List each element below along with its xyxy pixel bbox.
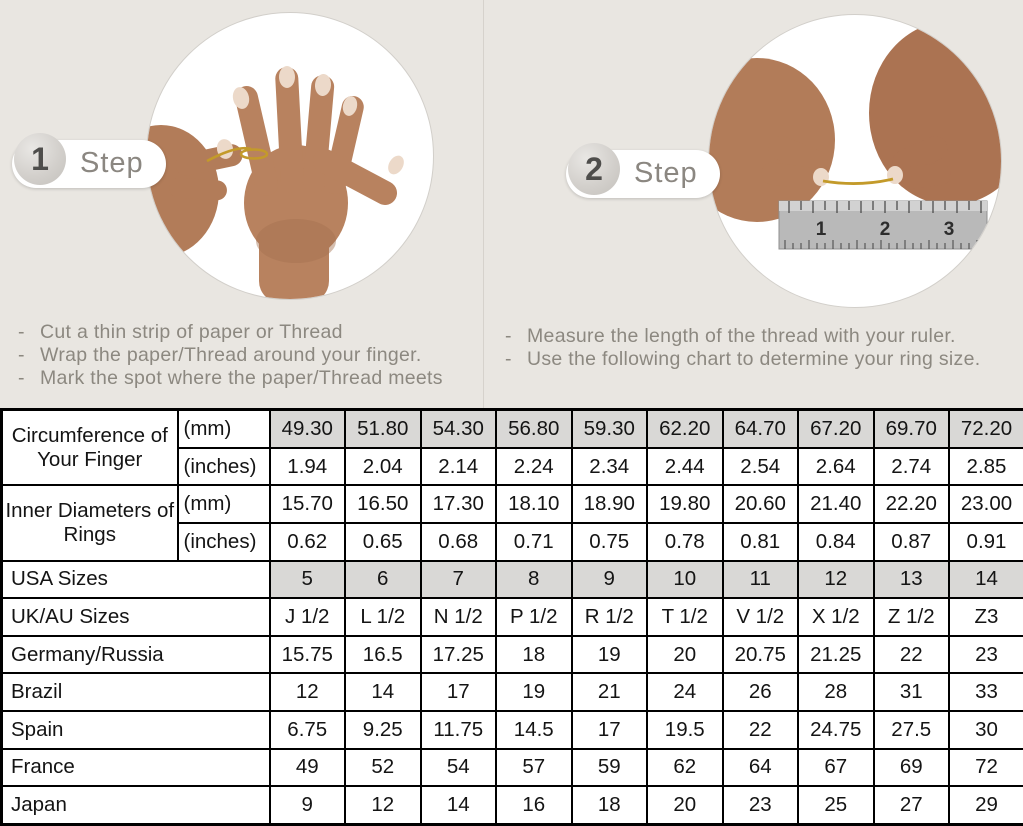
table-cell: 22 — [874, 636, 950, 674]
table-cell: 20.75 — [723, 636, 799, 674]
ring-size-conversion-table — [0, 408, 1023, 826]
table-cell: J 1/2 — [270, 598, 346, 636]
table-cell: 69.70 — [874, 410, 950, 448]
table-cell: 15.70 — [270, 485, 346, 523]
table-cell: 17.25 — [421, 636, 497, 674]
table-cell: 72.20 — [949, 410, 1023, 448]
table-cell: 0.81 — [723, 523, 799, 561]
step1-number-circle: 1 — [14, 133, 66, 185]
table-cell: 25 — [798, 786, 874, 824]
table-row — [2, 561, 1023, 599]
table-cell: 64 — [723, 749, 799, 787]
step2-instructions — [505, 325, 980, 371]
row-unit-label: (mm) — [178, 410, 270, 448]
table-cell: 7 — [421, 561, 497, 599]
table-cell: 14 — [421, 786, 497, 824]
dash-bullet: - — [18, 344, 25, 366]
step1-badge — [12, 140, 166, 188]
table-cell: 72 — [949, 749, 1023, 787]
table-cell: 2.34 — [572, 448, 648, 486]
instruction-line — [505, 325, 980, 348]
instruction-text: Use the following chart to determine your ring size. — [527, 348, 981, 370]
table-cell: 67 — [798, 749, 874, 787]
dash-bullet: - — [505, 325, 512, 347]
table-cell: 11.75 — [421, 711, 497, 749]
table-cell: 67.20 — [798, 410, 874, 448]
table-cell: 28 — [798, 673, 874, 711]
table-row — [2, 410, 1023, 448]
table-cell: 49.30 — [270, 410, 346, 448]
table-cell: 0.78 — [647, 523, 723, 561]
table-cell: 1.94 — [270, 448, 346, 486]
table-cell: 17 — [572, 711, 648, 749]
table-cell: 14.5 — [496, 711, 572, 749]
table-cell: R 1/2 — [572, 598, 648, 636]
table-cell: 2.14 — [421, 448, 497, 486]
ruler-number-1: 1 — [815, 219, 827, 240]
table-cell: 2.24 — [496, 448, 572, 486]
instruction-line — [505, 348, 980, 371]
row-unit-label: (inches) — [178, 448, 270, 486]
table-cell: 29 — [949, 786, 1023, 824]
table-cell: 23 — [949, 636, 1023, 674]
table-cell: 13 — [874, 561, 950, 599]
table-cell: L 1/2 — [345, 598, 421, 636]
table-row — [2, 636, 1023, 674]
table-cell: 11 — [723, 561, 799, 599]
table-cell: 20 — [647, 786, 723, 824]
row-unit-label: (mm) — [178, 485, 270, 523]
step2-badge — [566, 150, 720, 198]
table-cell: 24.75 — [798, 711, 874, 749]
table-cell: Z 1/2 — [874, 598, 950, 636]
table-cell: 18 — [496, 636, 572, 674]
table-cell: 18.90 — [572, 485, 648, 523]
table-cell: 19 — [496, 673, 572, 711]
row-group-label: Circumference of Your Finger — [2, 410, 178, 486]
table-cell: 12 — [270, 673, 346, 711]
table-cell: 17.30 — [421, 485, 497, 523]
table-cell: 2.74 — [874, 448, 950, 486]
table-cell: 6.75 — [270, 711, 346, 749]
step2-photo — [708, 14, 1002, 308]
table-cell: 0.71 — [496, 523, 572, 561]
table-cell: 19 — [572, 636, 648, 674]
table-cell: 2.54 — [723, 448, 799, 486]
row-label: UK/AU Sizes — [2, 598, 270, 636]
table-cell: 19.80 — [647, 485, 723, 523]
dash-bullet: - — [18, 321, 25, 343]
table-cell: P 1/2 — [496, 598, 572, 636]
table-cell: 0.84 — [798, 523, 874, 561]
table-cell: 16.50 — [345, 485, 421, 523]
table-cell: 2.85 — [949, 448, 1023, 486]
table-cell: 16 — [496, 786, 572, 824]
table-cell: 24 — [647, 673, 723, 711]
table-cell: 0.91 — [949, 523, 1023, 561]
panel-divider — [483, 0, 484, 408]
table-cell: 16.5 — [345, 636, 421, 674]
instruction-panel — [0, 0, 1023, 408]
table-cell: 14 — [949, 561, 1023, 599]
table-cell: 22.20 — [874, 485, 950, 523]
table-row — [2, 749, 1023, 787]
instruction-line — [18, 367, 443, 390]
table-cell: 18.10 — [496, 485, 572, 523]
table-cell: 0.87 — [874, 523, 950, 561]
ruler-number-3: 3 — [943, 219, 955, 240]
table-cell: 8 — [496, 561, 572, 599]
row-label: Germany/Russia — [2, 636, 270, 674]
dash-bullet: - — [18, 367, 25, 389]
hand-thread-illustration — [147, 13, 433, 299]
table-cell: 12 — [345, 786, 421, 824]
table-cell: 62 — [647, 749, 723, 787]
table-cell: 54.30 — [421, 410, 497, 448]
table-cell: 20.60 — [723, 485, 799, 523]
row-label: Spain — [2, 711, 270, 749]
table-cell: 20 — [647, 636, 723, 674]
table-cell: 56.80 — [496, 410, 572, 448]
table-cell: 9 — [270, 786, 346, 824]
table-cell: 9.25 — [345, 711, 421, 749]
table-cell: 21.25 — [798, 636, 874, 674]
table-cell: 30 — [949, 711, 1023, 749]
row-label: USA Sizes — [2, 561, 270, 599]
table-cell: 10 — [647, 561, 723, 599]
table-cell: T 1/2 — [647, 598, 723, 636]
table-cell: 54 — [421, 749, 497, 787]
ruler-number-2: 2 — [879, 219, 891, 240]
table-cell: 2.44 — [647, 448, 723, 486]
table-cell: 52 — [345, 749, 421, 787]
table-cell: 0.75 — [572, 523, 648, 561]
table-cell: 0.68 — [421, 523, 497, 561]
table-cell: 62.20 — [647, 410, 723, 448]
table-cell: X 1/2 — [798, 598, 874, 636]
table-cell: 69 — [874, 749, 950, 787]
step1-label: Step — [80, 147, 144, 179]
table-cell: 21.40 — [798, 485, 874, 523]
row-group-label: Inner Diameters of Rings — [2, 485, 178, 560]
table-cell: Z3 — [949, 598, 1023, 636]
table-cell: V 1/2 — [723, 598, 799, 636]
table-cell: 0.65 — [345, 523, 421, 561]
table-cell: 26 — [723, 673, 799, 711]
dash-bullet: - — [505, 348, 512, 370]
step1-photo — [146, 12, 434, 300]
table-cell: 2.64 — [798, 448, 874, 486]
instruction-text: Mark the spot where the paper/Thread meets — [40, 367, 443, 389]
instruction-line — [18, 321, 443, 344]
table-cell: 14 — [345, 673, 421, 711]
table-row — [2, 598, 1023, 636]
table-cell: 23 — [723, 786, 799, 824]
step1-instructions — [18, 321, 443, 390]
table-cell: 18 — [572, 786, 648, 824]
table-cell: 15.75 — [270, 636, 346, 674]
table-cell: 9 — [572, 561, 648, 599]
step2-number-circle: 2 — [568, 143, 620, 195]
table-cell: 0.62 — [270, 523, 346, 561]
table-row — [2, 673, 1023, 711]
instruction-line — [18, 344, 443, 367]
table-cell: 57 — [496, 749, 572, 787]
table-row — [2, 485, 1023, 523]
table-cell: 17 — [421, 673, 497, 711]
table-cell: 59.30 — [572, 410, 648, 448]
table-cell: 6 — [345, 561, 421, 599]
table-cell: 12 — [798, 561, 874, 599]
table-cell: 23.00 — [949, 485, 1023, 523]
row-label: Brazil — [2, 673, 270, 711]
table-row — [2, 711, 1023, 749]
table-cell: 21 — [572, 673, 648, 711]
table-cell: 5 — [270, 561, 346, 599]
table-cell: 59 — [572, 749, 648, 787]
table-cell: 22 — [723, 711, 799, 749]
instruction-text: Measure the length of the thread with your ruler. — [527, 325, 956, 347]
row-label: France — [2, 749, 270, 787]
instruction-text: Wrap the paper/Thread around your finger. — [40, 344, 422, 366]
table-row — [2, 786, 1023, 824]
table-cell: 51.80 — [345, 410, 421, 448]
table-cell: 64.70 — [723, 410, 799, 448]
table-cell: N 1/2 — [421, 598, 497, 636]
instruction-text: Cut a thin strip of paper or Thread — [40, 321, 343, 343]
table-cell: 49 — [270, 749, 346, 787]
thread-ruler-illustration — [709, 15, 1001, 307]
row-label: Japan — [2, 786, 270, 824]
table-cell: 19.5 — [647, 711, 723, 749]
table-cell: 27.5 — [874, 711, 950, 749]
table-cell: 2.04 — [345, 448, 421, 486]
table-cell: 31 — [874, 673, 950, 711]
table-cell: 33 — [949, 673, 1023, 711]
row-unit-label: (inches) — [178, 523, 270, 561]
step2-label: Step — [634, 157, 698, 189]
table-cell: 27 — [874, 786, 950, 824]
